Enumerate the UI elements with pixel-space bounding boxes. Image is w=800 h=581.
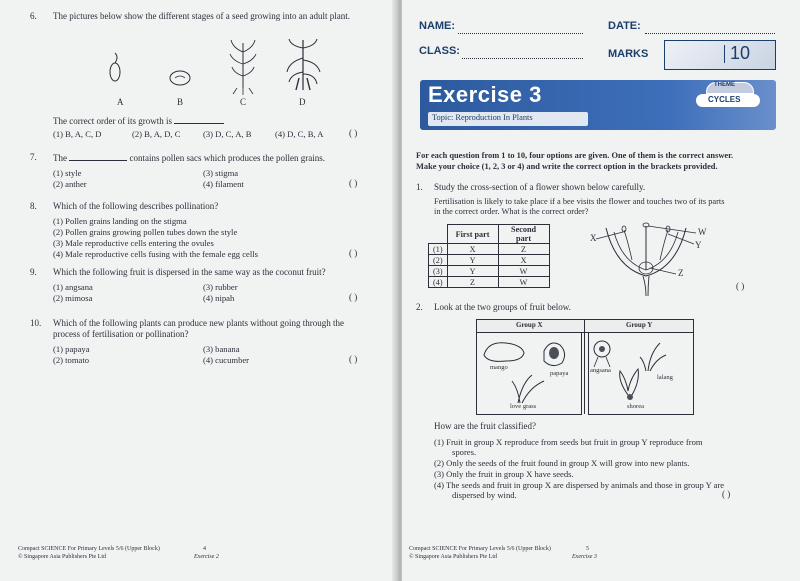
q6-answer-bracket[interactable]: ( ) (349, 128, 358, 138)
row-2-second: X (498, 255, 549, 266)
papaya-drawing (544, 343, 565, 366)
q8-option-2: (2) Pollen grains growing pollen tubes down the style (53, 227, 238, 237)
row-1-second: Z (498, 244, 549, 255)
q10-number: 10. (30, 318, 42, 328)
q6-option-4: (4) D, C, B, A (275, 129, 324, 139)
class-field[interactable] (462, 58, 583, 59)
row-3-label: (3) (429, 266, 448, 277)
marks-divider (724, 45, 725, 63)
q10-option-3: (3) banana (203, 344, 240, 354)
date-label: DATE: (608, 20, 641, 32)
love-grass-drawing (512, 375, 544, 403)
stage-label-d: D (299, 97, 306, 107)
group-y-label: Group Y (626, 321, 653, 329)
q10-text-line2: process of fertilisation or pollination? (53, 329, 189, 339)
q2-option-1: (1) Fruit in group X reproduce from seeds but fruit in group Y reproduce from (434, 437, 703, 447)
left-footer-exercise: Exercise 2 (194, 554, 219, 560)
q10-option-2: (2) tomato (53, 355, 90, 365)
stage-c-drawing (230, 40, 256, 95)
fruit-label-love-grass: love grass (510, 403, 537, 410)
flower-cross-section-diagram (588, 216, 706, 296)
q9-text: Which the following fruit is dispersed in the same way as the coconut fruit? (53, 267, 326, 277)
topic-text: Topic: Reproduction In Plants (432, 113, 533, 122)
row-2-label: (2) (429, 255, 448, 266)
q7-number: 7. (30, 152, 37, 162)
flower-label-w: W (698, 227, 707, 237)
q8-option-4: (4) Male reproductive cells fusing with the female egg cells (53, 249, 258, 259)
q9-number: 9. (30, 267, 37, 277)
exercise-title: Exercise 3 (428, 82, 542, 107)
mango-drawing (484, 343, 524, 362)
q6-option-1: (1) B, A, C, D (53, 129, 102, 139)
q2-option-2: (2) Only the seeds of the fruit found in group X will grow into new plants. (434, 458, 690, 468)
q9-option-4: (4) nipah (203, 293, 235, 303)
table-row (429, 255, 550, 266)
q6-prompt: The correct order of its growth is (53, 115, 224, 127)
q9-option-2: (2) mimosa (53, 293, 93, 303)
q1-order-table (428, 224, 550, 288)
group-x-label: Group X (516, 321, 543, 329)
q1-paragraph-line2: in the correct order. What is the correct order? (434, 207, 589, 216)
right-footer-page-number: 5 (586, 546, 589, 552)
row-1-label: (1) (429, 244, 448, 255)
fruit-groups-illustration (478, 333, 690, 411)
marks-label: MARKS (608, 48, 649, 60)
instructions-line2: Make your choice (1, 2, 3 or 4) and write the correct option in the brackets provided. (416, 162, 718, 171)
row-4-label: (4) (429, 277, 448, 288)
angsana-drawing (594, 341, 610, 367)
instructions-line1: For each question from 1 to 10, four options are given. One of them is the correct answer. (416, 151, 734, 160)
theme-name: CYCLES (708, 95, 741, 104)
class-label: CLASS: (419, 45, 460, 57)
lalang-drawing (640, 343, 666, 371)
row-2-first: Y (447, 255, 498, 266)
q6-text: The pictures below show the different stages of a seed growing into an adult plant. (53, 11, 351, 21)
q1-answer-bracket[interactable]: ( ) (736, 281, 745, 291)
q2-option-3: (3) Only the fruit in group X have seeds. (434, 469, 574, 479)
q2-answer-bracket[interactable]: ( ) (722, 489, 731, 499)
q7-option-4: (4) filament (203, 179, 244, 189)
q1-number: 1. (416, 182, 423, 192)
q7-answer-bracket[interactable]: ( ) (349, 178, 358, 188)
name-label: NAME: (419, 20, 456, 32)
q7-option-1: (1) style (53, 168, 82, 178)
q8-text: Which of the following describes pollination? (53, 201, 219, 211)
q8-option-3: (3) Male reproductive cells entering the ovules (53, 238, 214, 248)
q8-number: 8. (30, 201, 37, 211)
q9-option-3: (3) rubber (203, 282, 238, 292)
shorea-drawing (620, 369, 639, 400)
q7-option-3: (3) stigma (203, 168, 239, 178)
table-row (429, 244, 550, 255)
left-page (0, 0, 398, 581)
q7-text: The contains pollen sacs which produces the pollen grains. (53, 153, 325, 163)
date-field[interactable] (645, 33, 775, 34)
stage-label-a: A (117, 97, 124, 107)
q10-option-4: (4) cucumber (203, 355, 250, 365)
q7-option-2: (2) anther (53, 179, 87, 189)
fruit-label-shorea: shorea (627, 403, 644, 410)
q1-paragraph-line1: Fertilisation is likely to take place if a bee visits the flower and touches two of its parts (434, 197, 725, 206)
q2-prompt: How are the fruit classified? (434, 421, 536, 431)
theme-label: THEME (714, 82, 735, 88)
right-footer-copyright: © Singapore Asia Publishers Pte Ltd (409, 554, 498, 560)
stage-b-drawing (170, 71, 190, 85)
row-1-first: X (447, 244, 498, 255)
fruit-label-mango: mango (490, 364, 508, 371)
marks-box[interactable] (664, 40, 776, 70)
q10-text-line1: Which of the following plants can produce new plants without going through the (53, 318, 344, 328)
q6-option-2: (2) B, A, D, C (132, 129, 181, 139)
fruit-label-papaya: papaya (550, 370, 569, 377)
table-header-first: First part (447, 225, 498, 244)
q10-option-1: (1) papaya (53, 344, 90, 354)
q6-option-3: (3) D, C, A, B (203, 129, 252, 139)
left-footer-page-number: 4 (203, 546, 206, 552)
stage-label-b: B (177, 97, 184, 107)
row-4-second: W (498, 277, 549, 288)
row-3-second: W (498, 266, 549, 277)
q2-number: 2. (416, 302, 423, 312)
marks-total: 10 (730, 43, 751, 63)
q2-option-4: (4) The seeds and fruit in group X are dispersed by animals and those in group Y are (434, 480, 725, 490)
q1-text: Study the cross-section of a flower shown below carefully. (434, 182, 646, 192)
q8-answer-bracket[interactable]: ( ) (349, 248, 358, 258)
q9-answer-bracket[interactable]: ( ) (349, 292, 358, 302)
q2-option-4-continued: dispersed by wind. (452, 490, 517, 500)
right-footer-exercise: Exercise 3 (572, 554, 597, 560)
left-footer-book-title: Compact SCIENCE For Primary Levels 5/6 (Upper Block) (18, 546, 160, 552)
theme-badge (692, 82, 766, 118)
row-3-first: Y (447, 266, 498, 277)
fruit-label-lalang: lalang (657, 374, 673, 381)
name-field[interactable] (458, 33, 583, 34)
flower-label-x: X (590, 233, 597, 243)
q9-option-1: (1) angsana (53, 282, 93, 292)
row-4-first: Z (447, 277, 498, 288)
seed-stages-illustration (95, 38, 335, 98)
table-row (429, 266, 550, 277)
right-footer-book-title: Compact SCIENCE For Primary Levels 5/6 (Upper Block) (409, 546, 551, 552)
stage-a-drawing (110, 53, 120, 81)
q2-text: Look at the two groups of fruit below. (434, 302, 571, 312)
q2-option-1-continued: spores. (452, 447, 477, 457)
flower-label-z: Z (678, 268, 684, 278)
group-header-strip (476, 319, 694, 333)
left-footer-copyright: © Singapore Asia Publishers Pte Ltd (18, 554, 107, 560)
table-header-second: Second part (498, 225, 549, 244)
q10-answer-bracket[interactable]: ( ) (349, 354, 358, 364)
stage-d-drawing (287, 39, 320, 90)
flower-label-y: Y (695, 240, 702, 250)
stage-label-c: C (240, 97, 247, 107)
q8-option-1: (1) Pollen grains landing on the stigma (53, 216, 187, 226)
table-row (429, 277, 550, 288)
q6-number: 6. (30, 11, 37, 21)
right-page (402, 0, 800, 581)
fruit-label-angsana: angsana (590, 367, 611, 374)
